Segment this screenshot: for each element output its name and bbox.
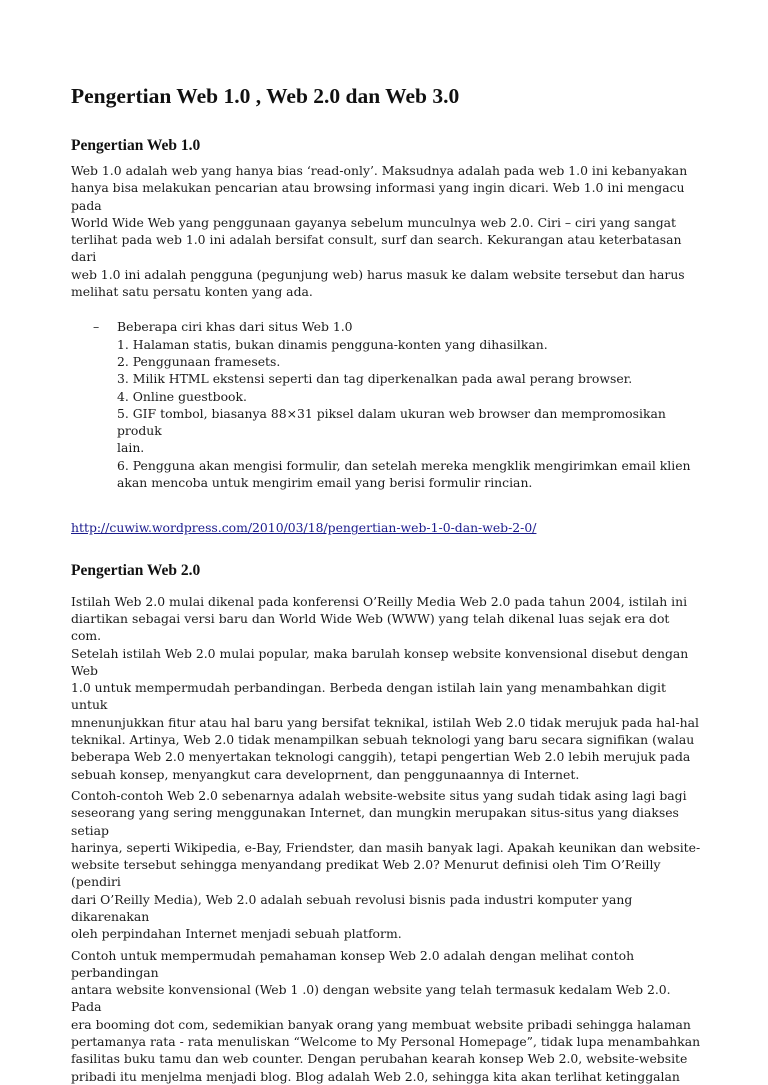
list-item: 2. Penggunaan framesets. (117, 353, 281, 369)
feature-list (71, 318, 703, 491)
document-title: Pengertian Web 1.0 , Web 2.0 dan Web 3.0 (71, 84, 460, 108)
list-item: 6. Pengguna akan mengisi formulir, dan setelah mereka mengklik mengirimkan email klien akan mencoba untuk mengirim email yang berisi formulir rincian. (117, 457, 691, 491)
list-dash: – (93, 319, 100, 335)
section-title-web-2: Pengertian Web 2.0 (71, 561, 201, 579)
paragraph-web-2-examples: Contoh-contoh Web 2.0 sebenarnya adalah website-website situs yang sudah tidak asing lagi bagi seseorang yang sering menggunakan Internet, dan mungkin merupakan situs-situs yang diakses setiap harinya, seperti Wikipedia, e-Bay, Friendster, dan masih banyak lagi. Apakah keunikan dan website- website tersebut sehingga menyandang predikat Web 2.0? Menurut definisi oleh Tim O’Reilly (pendiri dari O’Reilly Media), Web 2.0 adalah sebuah revolusi bisnis pada industri komputer yang dikarenakan oleh perpindahan Internet menjadi sebuah platform. (71, 787, 701, 942)
paragraph-web-2-comparison: Contoh untuk mempermudah pemahaman konsep Web 2.0 adalah dengan melihat contoh perbandingan antara website konvensional (Web 1 .0) dengan website yang telah termasuk kedalam Web 2.0. Pada era booming dot com, sedemikian banyak orang yang membuat website pribadi sehingga halaman pertamanya rata - rata menuliskan “Welcome to My Personal Homepage”, tidak lupa menambahkan fasilitas buku tamu dan web counter. Dengan perubahan kearah konsep Web 2.0, website-website pribadi itu menjelma menjadi blog. Blog adalah Web 2.0, sehingga kita akan terlihat ketinggalan (71, 947, 701, 1084)
paragraph-web-1: Web 1.0 adalah web yang hanya bias ‘read-only’. Maksudnya adalah pada web 1.0 ini kebanyakan hanya bisa melakukan pencarian atau browsing informasi yang ingin dicari. Web 1.0 ini mengacu pada World Wide Web yang penggunaan gayanya sebelum munculnya web 2.0. Ciri – ciri yang sangat terlihat pada web 1.0 ini adalah bersifat consult, surf dan search. Kekurangan atau keterbatasan dari web 1.0 ini adalah pengguna (pegunjung web) harus masuk ke dalam website tersebut dan harus melihat satu persatu konten yang ada. (71, 163, 688, 300)
list-item: 3. Milik HTML ekstensi seperti dan tag diperkenalkan pada awal perang browser. (117, 371, 633, 387)
list-item: 1. Halaman statis, bukan dinamis pengguna-konten yang dihasilkan. (117, 336, 548, 352)
list-intro: Beberapa ciri khas dari situs Web 1.0 (117, 319, 353, 335)
list-item: 5. GIF tombol, biasanya 88×31 piksel dalam ukuran web browser dan mempromosikan produk lain. (117, 405, 666, 456)
paragraph-web-2-intro: Istilah Web 2.0 mulai dikenal pada konferensi O’Reilly Media Web 2.0 pada tahun 2004, istilah ini diartikan sebagai versi baru dan World Wide Web (WWW) yang telah dikenal luas sejak era dot com. Setelah istilah Web 2.0 mulai popular, maka barulah konsep website konvensional disebut dengan Web 1.0 untuk mempermudah perbandingan. Berbeda dengan istilah lain yang menambahkan digit untuk mnenunjukkan fitur atau hal baru yang bersifat teknikal, istilah Web 2.0 tidak merujuk pada hal-hal teknikal. Artinya, Web 2.0 tidak menampilkan sebuah teknologi yang baru secara signifikan (walau beberapa Web 2.0 menyertakan teknologi canggih), tetapi pengertian Web 2.0 lebih merujuk pada sebuah konsep, menyangkut cara developrnent, dan penggunaannya di Internet. (71, 593, 699, 782)
source-link[interactable]: http://cuwiw.wordpress.com/2010/03/18/pengertian-web-1-0-dan-web-2-0/ (71, 520, 537, 536)
section-title-web-1: Pengertian Web 1.0 (71, 137, 201, 154)
list-item: 4. Online guestbook. (117, 388, 247, 404)
document-page (71, 82, 703, 1085)
